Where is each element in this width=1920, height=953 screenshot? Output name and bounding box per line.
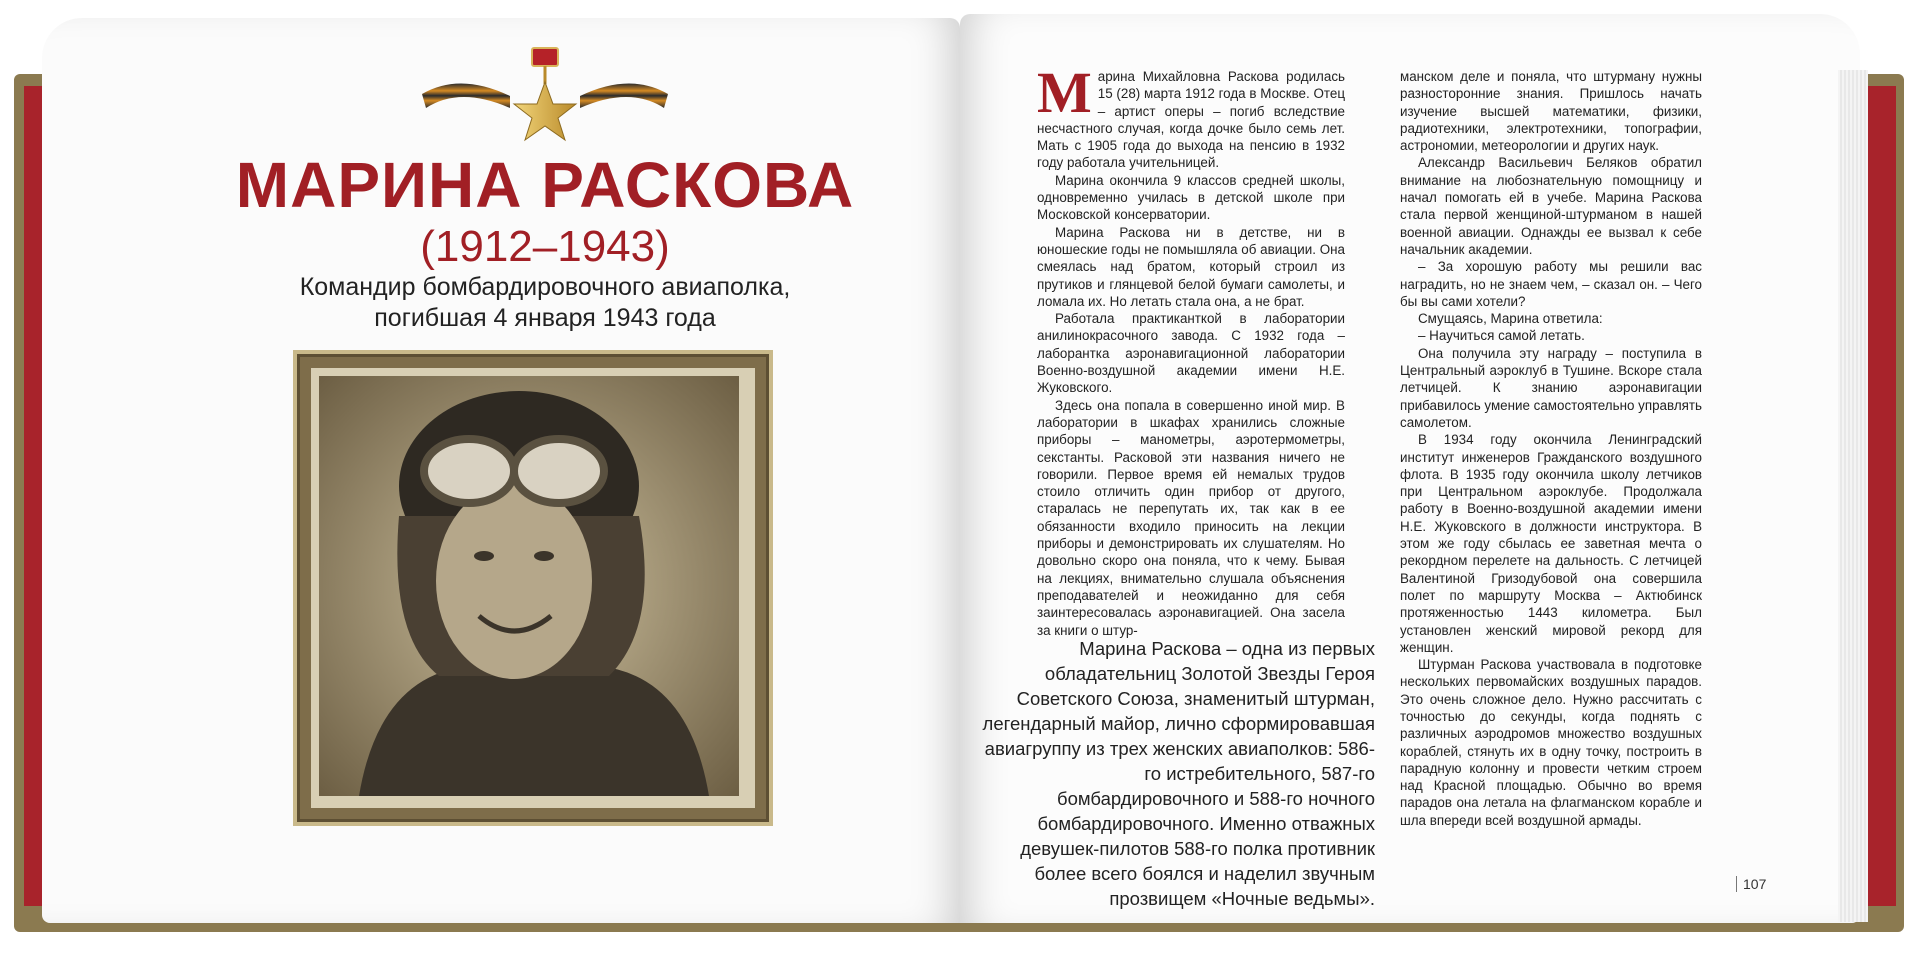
subtitle: [250, 272, 840, 334]
paragraph-9: Смущаясь, Марина ответила:: [1418, 311, 1603, 327]
paragraph-12: В 1934 году окончила Ленинградский институт инженеров Гражданского воздушного флота. В 1935 году окончила школу летчиков при Центральном аэроклубе. Продолжала работу в Военно-воздушной академии имени Н.Е. Жуковского в должности инструктора. В этом же году сбылась ее заветная мечта о рекордном перелете на дальность. С летчицей Валентиной Гризодубовой она совершила полет по маршруту Москва – Актюбинск протяженностью 1443 километра. Был установлен женский мировой рекорд для женщин.: [1400, 432, 1702, 655]
paragraph-1-text: арина Михайловна Раскова родилась 15 (28) марта 1912 года в Москве. Отец – артист оперы – погиб вследствие несчастного случая, когда дочке было семь лет. Мать с 1905 года до выхода на пенсию в 1932 году работала учительницей.: [1037, 69, 1345, 171]
paragraph-10: – Научиться самой летать.: [1418, 328, 1585, 344]
paragraph-3: Марина Раскова ни в детстве, ни в юношеские годы не помышляла об авиации. Она смеялась над братом, который строил из прутиков и глянцевой белой бумаги самолеты, и ломала их. Но летать стала она, а не брат.: [1037, 224, 1345, 309]
page-edges: [1838, 70, 1868, 922]
paragraph-1: [1037, 60, 1345, 172]
gold-star-hero-medal-icon: [420, 44, 670, 144]
paragraph-6: манском деле и поняла, что штурману нужны разносторонние знания. Пришлось начать изучение высшей математики, физики, радиотехники, электротехники, топографии, астрономии, метеорологии и других наук.: [1400, 69, 1702, 154]
paragraph-4: Работала практиканткой в лаборатории анилинокрасочного завода. С 1932 года – лаборантка аэронавигационной лаборатории Военно-воздушной академии имени Н.Е. Жуковского.: [1037, 311, 1345, 396]
portrait-photo-frame: [293, 350, 773, 826]
paragraph-13: Штурман Раскова участвовала в подготовке нескольких первомайских воздушных парадов. Это очень сложное дело. Нужно рассчитать с точностью до секунды, когда поднять с различных аэродромов множество воздушных кораблей, стянуть их в одну точку, построить в парадную колонну и провести четким строем над Красной площадью. Обычно во время парадов она летала на флагманском корабле и шла впереди всей воздушной армады.: [1400, 657, 1702, 828]
pull-quote: Марина Раскова – одна из первых обладательниц Золотой Звезды Героя Советского Союза, знаменитый штурман, легендарный майор, лично сформировавшая авиагруппу из трех женских авиаполков: 586-го истребительного, 587-го бомбардировочного и 588-го ночного бомбардировочного. Именно отважных девушек-пилотов 588-го полка противник более всего боялся и наделил звучным прозвищем «Ночные ведьмы».: [982, 638, 1375, 909]
paragraph-2: Марина окончила 9 классов средней школы, одновременно училась в детской школе при Московской консерватории.: [1037, 172, 1345, 223]
subtitle-line-1: Командир бомбардировочного авиаполка,: [299, 273, 791, 301]
paragraph-11: Она получила эту награду – поступила в Центральный аэроклуб в Тушине. Вскоре стала летчицей. К знанию аэронавигации прибавилось умение самостоятельно управлять самолетом.: [1400, 345, 1702, 430]
portrait-photo: [311, 368, 755, 808]
paragraph-8: – За хорошую работу мы решили вас наградить, но не знаем чем, – сказал он. – Чего бы вы сами хотели?: [1400, 259, 1702, 309]
paragraph-5: Здесь она попала в совершенно иной мир. В лаборатории в шкафах хранились сложные приборы – манометры, аэротермометры, секстанты. Расковой эти названия ничего не говорили. Первое время ей немалых трудов стоило отличить один прибор от другого, старалась не перепутать их, так как в ее обязанности входило приносить на лекции приборы и демонстрировать их слушателям. Но довольно скоро она поняла, что к чему. Бывая на лекциях, внимательно слушала объяснения преподавателей и неожиданно для себя заинтересовалась аэронавигацией. Она засела за книги о штур-: [1037, 397, 1345, 638]
portrait-photo-image: [319, 376, 739, 796]
subtitle-line-2: погибшая 4 января 1943 года: [374, 304, 716, 332]
page-number: 107: [1736, 876, 1766, 892]
page-title: МАРИНА РАСКОВА: [235, 149, 855, 221]
drop-cap: М: [1037, 60, 1092, 125]
life-years: (1912–1943): [420, 222, 670, 271]
text-column-1: [1037, 60, 1345, 639]
text-column-2: [1400, 68, 1702, 829]
paragraph-7: Александр Васильевич Беляков обратил внимание на любознательную помощницу и начал помогать ей в учебе. Марина Раскова стала первой женщиной-штурманом в нашей военной авиации. Однажды ее вызвал к себе начальник академии.: [1400, 155, 1702, 257]
